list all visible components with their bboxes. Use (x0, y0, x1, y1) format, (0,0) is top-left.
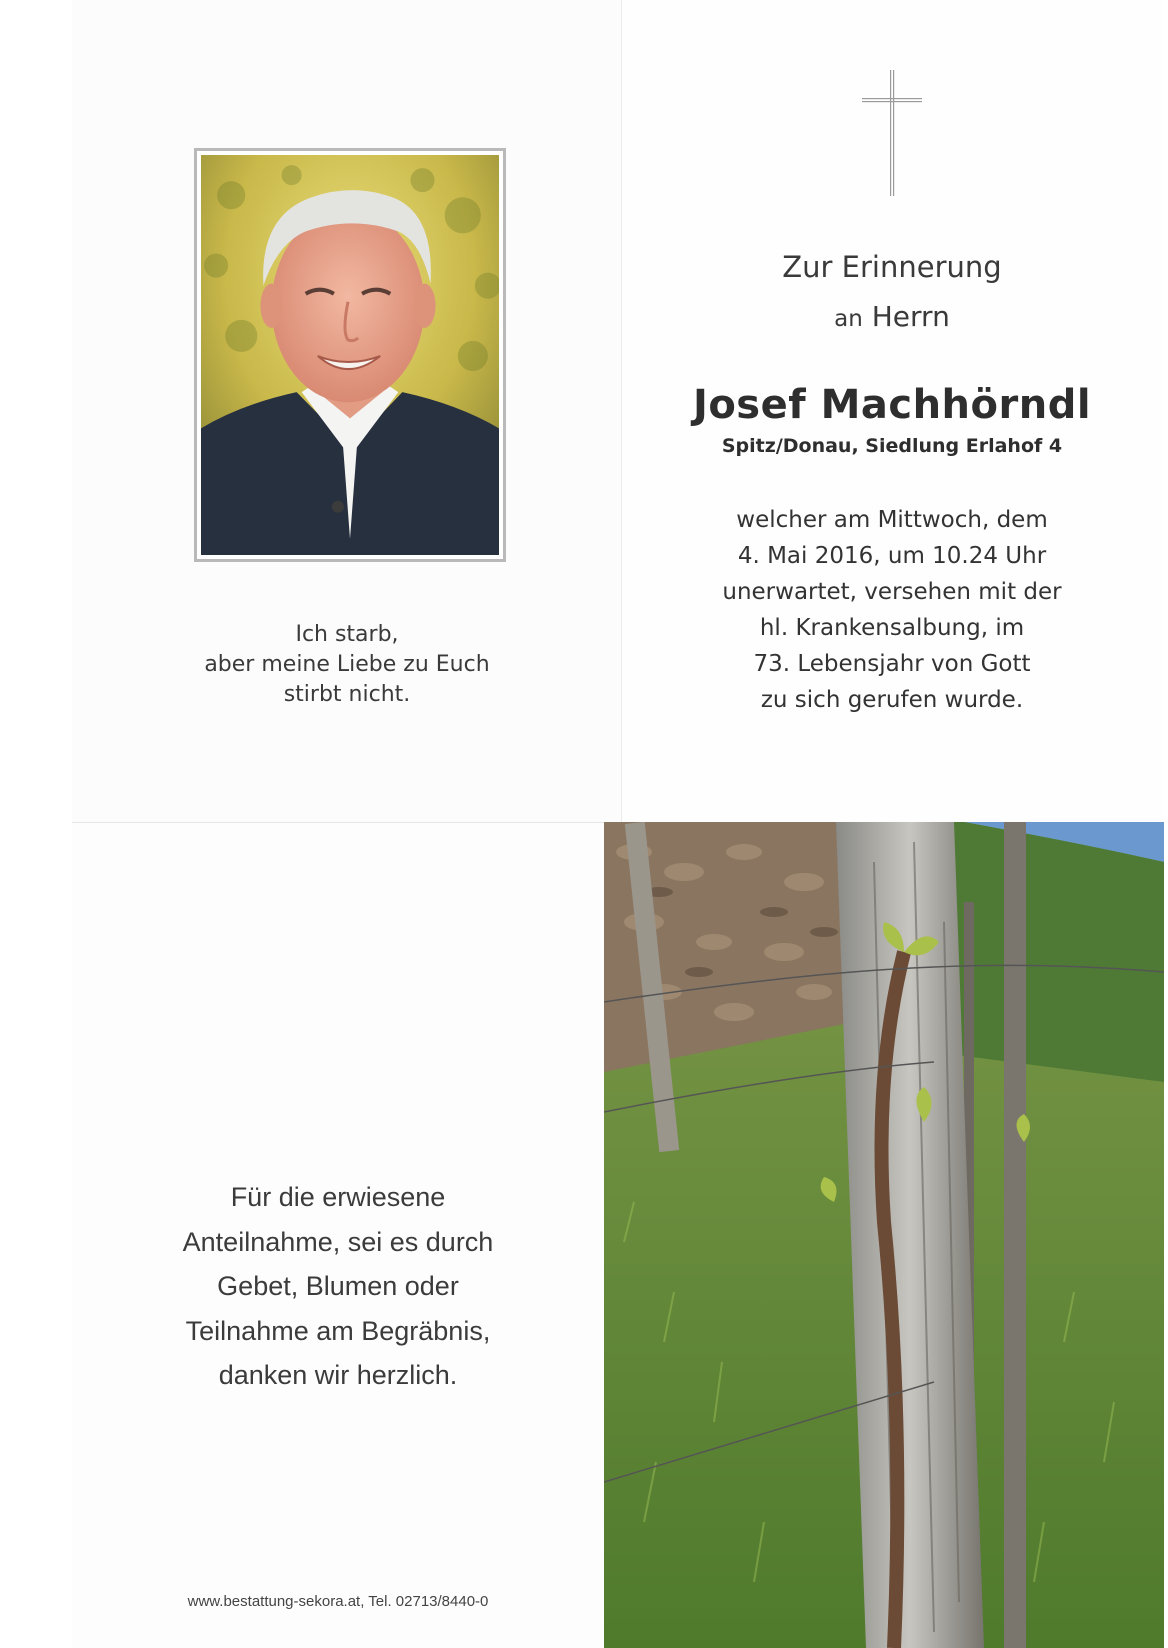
heading-an-herrn (622, 300, 1162, 333)
thanks-line-1: Für die erwiesene (230, 1182, 446, 1212)
cross-icon (862, 70, 922, 196)
deceased-address: Spitz/Donau, Siedlung Erlahof 4 (721, 435, 1063, 457)
card-front-right (622, 0, 1162, 822)
death-notice (622, 502, 1162, 718)
heading-an: an (834, 306, 863, 332)
thanks-line-5: danken wir herzlich. (218, 1360, 458, 1390)
heading-zur-erinnerung: Zur Erinnerung (782, 250, 1002, 284)
portrait-photo (194, 148, 506, 562)
thanks-line-2: Anteilnahme, sei es durch (182, 1226, 494, 1257)
footer-contact: www.bestattung-sekora.at, Tel. 02713/8440-0 (187, 1593, 489, 1610)
vineyard-photo (604, 822, 1164, 1648)
death-notice-line-3: unerwartet, versehen mit der (722, 579, 1062, 605)
quote-line-3: stirbt nicht. (283, 682, 411, 707)
death-notice-line-2: 4. Mai 2016, um 10.24 Uhr (737, 543, 1047, 569)
deceased-name: Josef Machhörndl (692, 382, 1092, 428)
quote-line-1: Ich starb, (295, 622, 399, 647)
death-notice-line-1: welcher am Mittwoch, dem (736, 507, 1048, 533)
heading-herrn: Herrn (871, 300, 950, 333)
death-notice-line-4: hl. Krankensalbung, im (759, 615, 1025, 641)
portrait-image (201, 155, 499, 555)
card-front-left (72, 0, 622, 822)
card-back-left (72, 822, 604, 1648)
thanks-line-4: Teilnahme am Begräbnis, (185, 1315, 491, 1346)
thanks-line-3: Gebet, Blumen oder (217, 1271, 459, 1301)
thanks-text (72, 1175, 604, 1398)
vineyard-image (604, 822, 1164, 1648)
quote-line-2: aber meine Liebe zu Euch (204, 652, 490, 677)
death-notice-line-6: zu sich gerufen wurde. (760, 687, 1024, 713)
death-notice-line-5: 73. Lebensjahr von Gott (753, 651, 1031, 677)
quote-text (72, 620, 622, 710)
